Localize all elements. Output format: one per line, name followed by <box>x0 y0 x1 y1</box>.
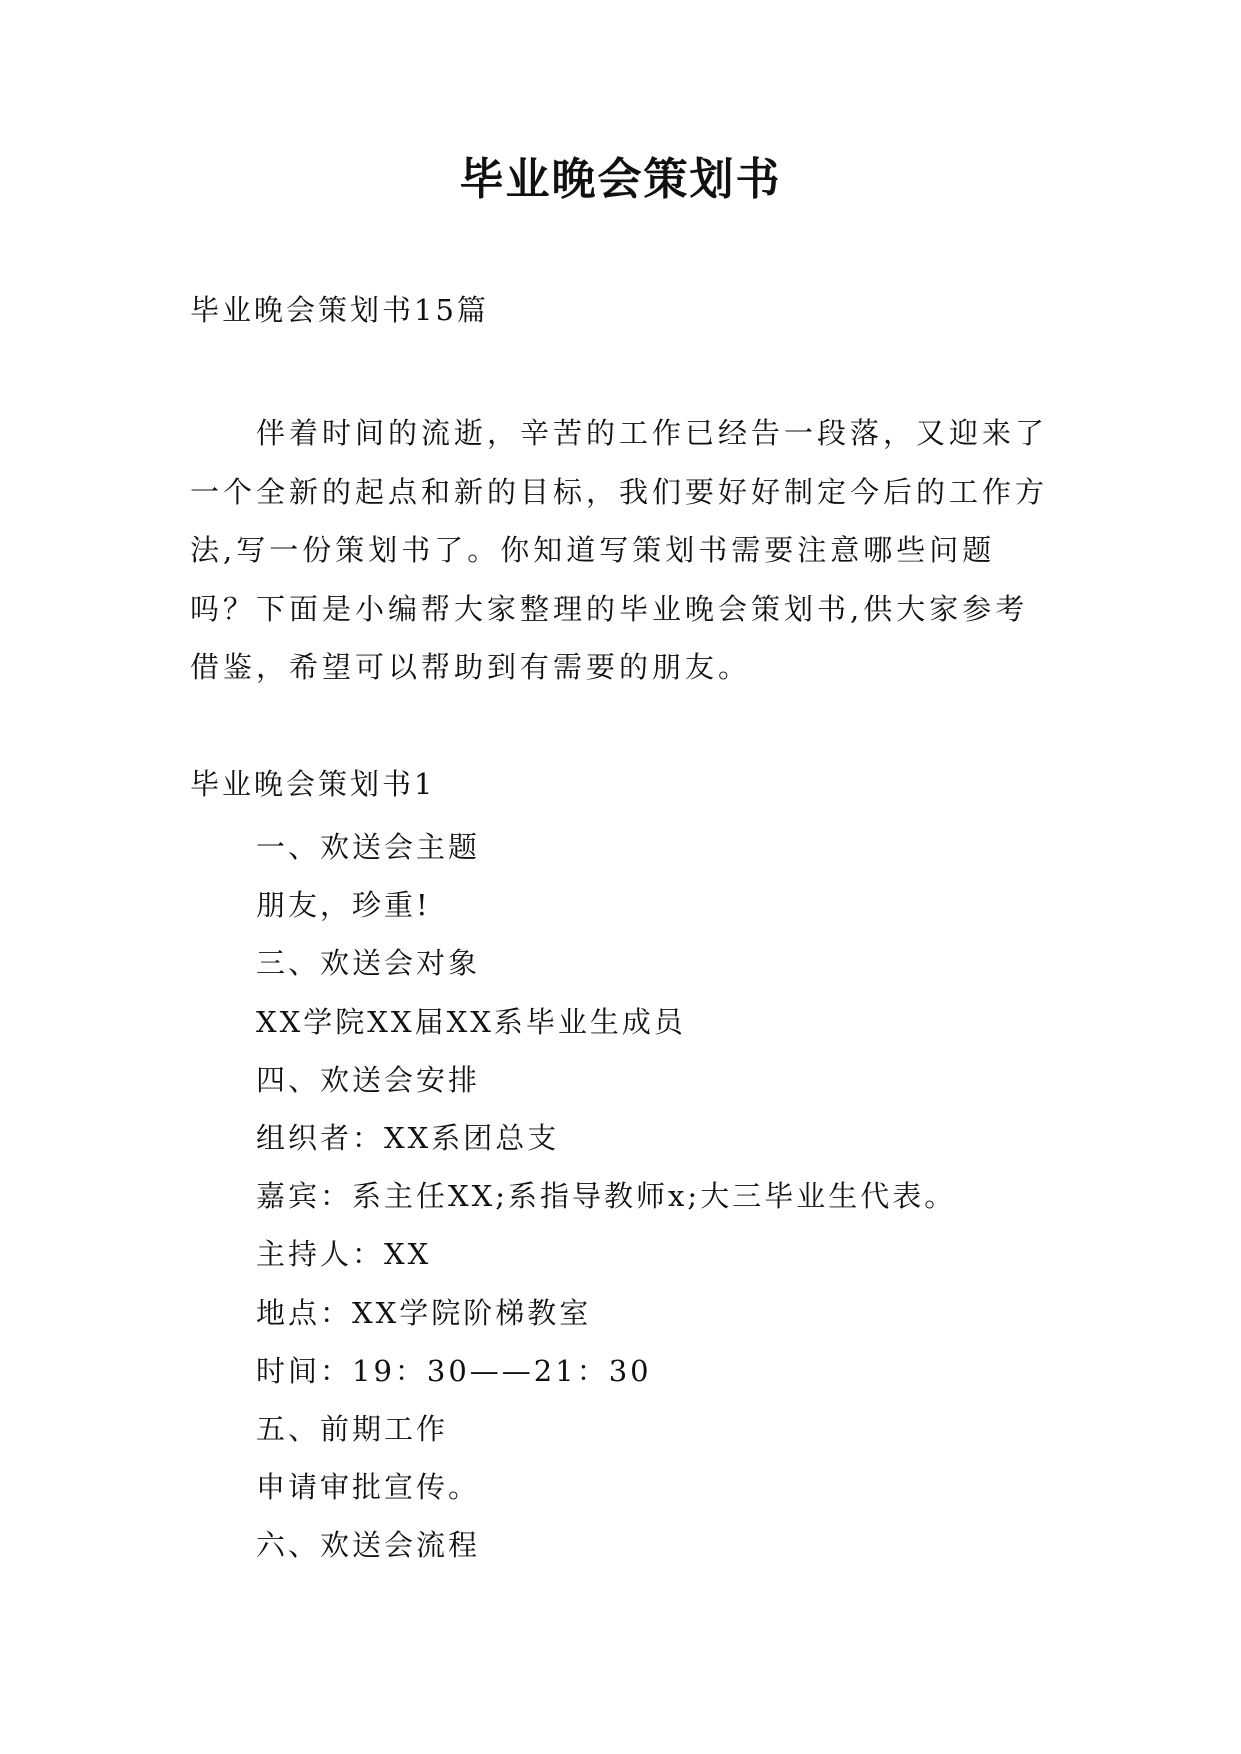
plan-item: 组织者：XX系团总支 <box>256 1120 560 1155</box>
plan-item: 六、欢送会流程 <box>256 1528 481 1563</box>
document-title: 毕业晚会策划书 <box>459 154 782 205</box>
plan-item: 嘉宾：系主任XX;系指导教师x;大三毕业生代表。 <box>256 1179 957 1214</box>
plan-item: 四、欢送会安排 <box>256 1062 481 1097</box>
plan-item: 申请审批宣传。 <box>256 1470 481 1505</box>
plan-item: 朋友，珍重! <box>256 888 431 923</box>
section-heading: 毕业晚会策划书1 <box>190 767 436 801</box>
intro-paragraph: 伴着时间的流逝，辛苦的工作已经告一段落，又迎来了一个全新的起点和新的目标，我们要好好制定今后的工作方法,写一份策划书了。你知道写策划书需要注意哪些问题吗？下面是小编帮大家整理的毕业晚会策划书,供大家参考借鉴，希望可以帮助到有需要的朋友。 <box>190 416 1049 684</box>
plan-item: 一、欢送会主题 <box>256 830 481 864</box>
plan-item: 时间：19：30——21：30 <box>256 1353 652 1388</box>
plan-item-list <box>256 818 956 1574</box>
plan-item: 地点：XX学院阶梯教室 <box>256 1295 592 1330</box>
plan-item: 五、前期工作 <box>256 1411 449 1446</box>
plan-item: XX学院XX届XX系毕业生成员 <box>256 1004 686 1039</box>
document-subtitle: 毕业晚会策划书15篇 <box>190 293 489 327</box>
plan-item: 主持人：XX <box>256 1237 432 1272</box>
plan-item: 三、欢送会对象 <box>256 946 481 981</box>
